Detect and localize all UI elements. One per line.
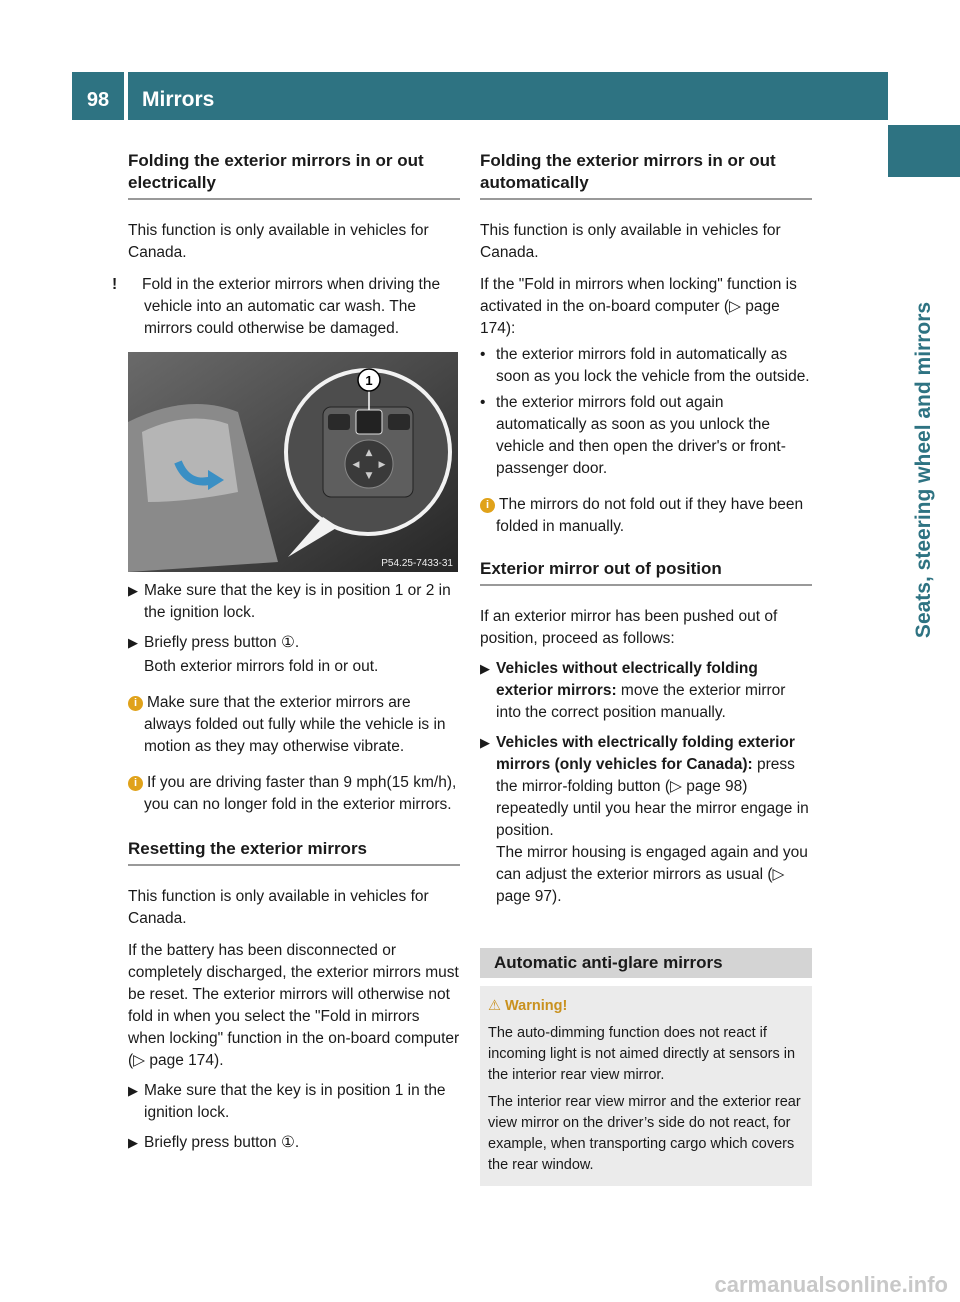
svg-text:▼: ▼: [365, 471, 373, 481]
svg-text:▶: ▶: [378, 460, 386, 470]
paragraph: This function is only available in vehicles for Canada.: [480, 222, 781, 261]
mirror-switch-illustration: [128, 352, 458, 572]
instruction-step: ▶ Make sure that the key is in position 1 in the ignition lock.: [128, 1082, 446, 1121]
side-tab: [888, 125, 960, 177]
header-separator: [124, 72, 128, 120]
right-column: [480, 150, 812, 1186]
info-note: i Make sure that the exterior mirrors are always folded out fully while the vehicle is in motion as they may otherwise vibrate.: [128, 692, 460, 758]
instruction-step: ▶ Briefly press button ①.: [128, 632, 460, 654]
step-result: The mirror housing is engaged again and you can adjust the exterior mirrors as usual (▷ page 97).: [496, 844, 808, 905]
section-title-anti-glare: Automatic anti-glare mirrors: [480, 948, 812, 978]
paragraph: This function is only available in vehicles for Canada.: [128, 888, 429, 927]
step-arrow-icon: ▶: [480, 661, 490, 676]
section-title-folding-automatically: Folding the exterior mirrors in or out automatically: [480, 150, 812, 200]
side-chapter-label: [888, 180, 960, 760]
info-note: i The mirrors do not fold out if they have been folded in manually.: [480, 494, 812, 538]
info-icon: i: [128, 776, 143, 791]
chapter-title: Mirrors: [142, 88, 215, 111]
warning-box: [480, 986, 812, 1186]
warning-text: The interior rear view mirror and the exterior rear view mirror on the driver’s side do not react, for example, when transporting cargo which covers the rear window.: [488, 1094, 801, 1173]
step-arrow-icon: ▶: [128, 1083, 138, 1098]
callout-number: 1: [365, 373, 373, 388]
instruction-step: ▶ Briefly press button ①.: [128, 1132, 460, 1154]
warning-title: Warning!: [505, 998, 568, 1014]
instruction-step: ▶ Make sure that the key is in position 1 or 2 in the ignition lock.: [128, 582, 451, 621]
step-arrow-icon: ▶: [128, 635, 138, 650]
side-chapter-text: Seats, steering wheel and mirrors: [912, 301, 935, 639]
section-title-out-of-position: Exterior mirror out of position: [480, 558, 812, 586]
bullet-icon: •: [480, 346, 486, 363]
figure-code: P54.25-7433-31: [381, 558, 453, 569]
watermark: carmanualsonline.info: [714, 1272, 948, 1297]
right-mirror-select-icon: [388, 414, 410, 430]
mirror-folding-button-icon: [356, 410, 382, 434]
page-number: 98: [86, 89, 110, 111]
warning-text: The auto-dimming function does not react if incoming light is not aimed directly at sensors in the interior rear view mirror.: [488, 1025, 796, 1083]
paragraph: This function is only available in vehicles for Canada.: [128, 222, 429, 261]
step-arrow-icon: ▶: [128, 1135, 138, 1150]
section-title-folding-electrically: Folding the exterior mirrors in or out electrically: [128, 150, 460, 200]
svg-text:◀: ◀: [352, 460, 360, 470]
info-icon: i: [128, 696, 143, 711]
info-icon: i: [480, 498, 495, 513]
paragraph: If the battery has been disconnected or completely discharged, the exterior mirrors must be reset. The exterior mirrors will otherwise not fold in when you select the "Fold in mirrors when locking" function in the on-board computer (▷ page 174).: [128, 942, 460, 1069]
bullet-item: • the exterior mirrors fold in automatically as soon as you lock the vehicle from the outside.: [480, 346, 810, 385]
bullet-item: • the exterior mirrors fold out again automatically as soon as you unlock the vehicle and then open the driver's or front-passenger door.: [480, 394, 786, 477]
paragraph: If an exterior mirror has been pushed out of position, proceed as follows:: [480, 608, 778, 647]
left-mirror-select-icon: [328, 414, 350, 430]
exclamation-icon: !: [112, 276, 118, 293]
bullet-icon: •: [480, 394, 486, 411]
instruction-step: ▶ Vehicles without electrically folding exterior mirrors: move the exterior mirror into the correct position manually.: [480, 660, 786, 721]
step-result: Both exterior mirrors fold in or out.: [144, 658, 379, 675]
left-column: [112, 150, 460, 1154]
warning-header: [488, 996, 804, 1017]
mirror-switch-figure: [128, 352, 458, 572]
instruction-step: ▶ Vehicles with electrically folding exterior mirrors (only vehicles for Canada): press the mirror-folding button (▷ page 98) repeatedly until you hear the mirror engage in position.: [480, 734, 809, 839]
step-arrow-icon: ▶: [480, 735, 490, 750]
info-note: i If you are driving faster than 9 mph(15 km/h), you can no longer fold in the exterior mirrors.: [128, 772, 460, 816]
warning-triangle-icon: ⚠: [488, 998, 501, 1014]
paragraph: If the "Fold in mirrors when locking" function is activated in the on-board computer (▷ page 174):: [480, 276, 797, 337]
warning-note: ! Fold in the exterior mirrors when driving the vehicle into an automatic car wash. The mirrors could otherwise be damaged.: [112, 276, 441, 337]
section-title-resetting: Resetting the exterior mirrors: [128, 838, 460, 866]
mirror-glass: [142, 419, 238, 502]
step-arrow-icon: ▶: [128, 583, 138, 598]
svg-text:▲: ▲: [365, 448, 373, 458]
